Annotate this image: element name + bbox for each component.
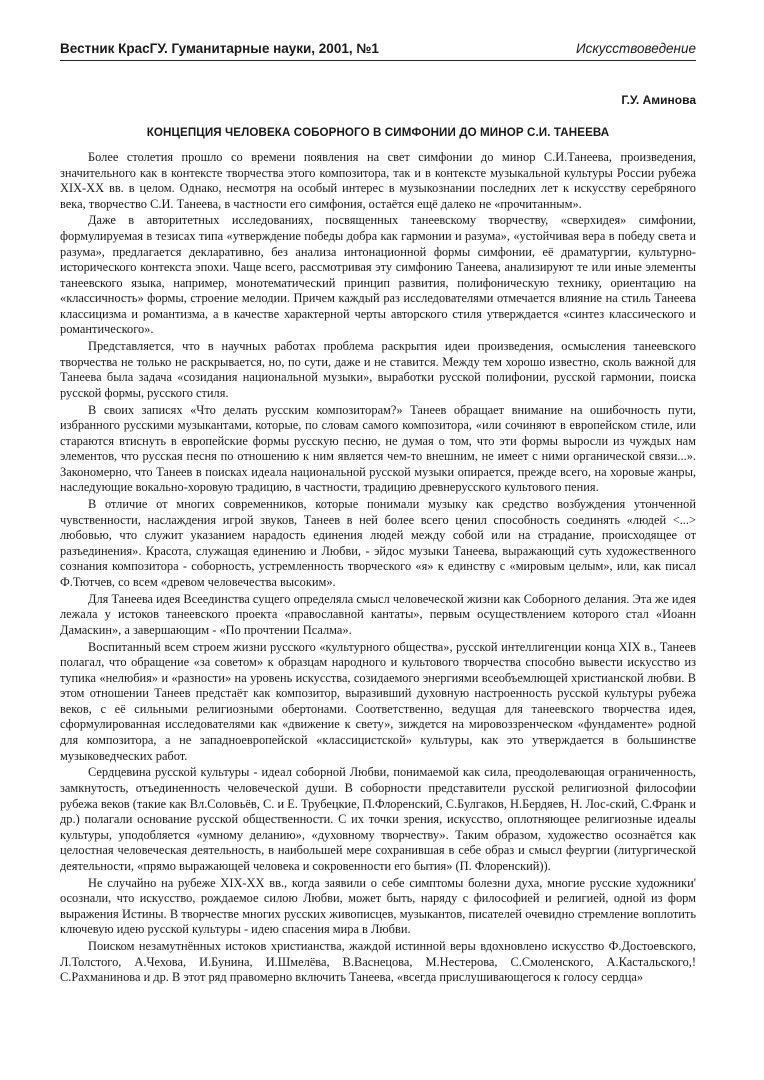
paragraph: В своих записях «Что делать русским композиторам?» Танеев обращает внимание на ошибочность пути, избранного русскими музыкантами, которые, по словам самого композитора, «или сочиняют в европейском стиле, или стараются втиснуть в европейские формы русскую песню, не думая о том, что эти формы выросли из чуждых нам элементов, что русская песня по отношению к ним является чем-то внешним, не имеет с ними органической связи...». Закономерно, что Танеев в поисках идеала национальной русской музыки опирается, прежде всего, на хоровые жанры, наследующие вокально-хоровую традицию, в частности, традицию древнерусского культового пения. [60, 402, 696, 495]
paragraph: Представляется, что в научных работах проблема раскрытия идеи произведения, осмысления танеевского творчества не только не раскрывается, но, по сути, даже и не ставится. Между тем хорошо известно, сколь важной для Танеева была задача «созидания национальной музыки», выработки русской полифонии, русской гармонии, поиска русской формы, русского стиля. [60, 339, 696, 400]
section-name: Искусствоведение [575, 41, 696, 56]
journal-title: Вестник КрасГУ. Гуманитарные науки, 2001, №1 [60, 41, 379, 56]
paragraph: Для Танеева идея Всеединства сущего определяла смысл человеческой жизни как Соборного делания. Эта же идея лежала у истоков танеевского проекта «православной кантаты», первым осуществлением которого стал «Иоанн Дамаскин», а завершающим - «По прочтении Псалма». [60, 591, 696, 637]
paragraph: Более столетия прошло со времени появления на свет симфонии до минор С.И.Танеева, произведения, значительного как в контексте творчества этого композитора, так и в контексте музыкальной культуры России рубежа XIX-XX вв. в целом. Однако, несмотря на особый интерес в музыкознании последних лет к искусству серебряного века, творчество С.И. Танеева, в частности его симфония, остаётся ещё далеко не «прочитанным». [60, 150, 696, 211]
paragraph: Сердцевина русской культуры - идеал соборной Любви, понимаемой как сила, преодолевающая ограниченность, замкнутость, отъединенность человеческой души. В соборности представители русской религиозной философии рубежа веков (такие как Вл.Соловьёв, С. и Е. Трубецкие, П.Флоренский, С.Булгаков, Н.Бердяев, Н. Лос-ский, С.Франк и др.) полагали основание русской общественности. С их точки зрения, искусство, оплотняющее религиозные идеалы культуры, уподобляется «умному деланию», «духовному творчеству». Таким образом, художество осознаётся как целостная человеческая деятельность, в наибольшей мере сохранившая в себе образ и смысл феургии (литургической деятельности, «прямо выражающей человека и сокровенности его бытия» (П. Флоренский)). [60, 765, 696, 873]
paragraph: В отличие от многих современников, которые понимали музыку как средство возбуждения утонченной чувственности, наслаждения игрой звуков, Танеев в ней более всего ценил способность соединять «людей <...> любовью, что служит указанием нарадость единения людей между собой или на страдание, происходящее от разъединения». Красота, служащая единению и Любви, - эйдос музыки Танеева, выражающий суть художественного сознания композитора - соборность, устремленность творческого «я» к единству с «мировым целым», или, как писал Ф.Тютчев, со всем «древом человечества высоким». [60, 497, 696, 589]
article-author: Г.У. Аминова [621, 93, 696, 107]
article-body [60, 150, 696, 986]
paragraph: Не случайно на рубеже XIX-XX вв., когда заявили о себе симптомы болезни духа, многие русские художники' осознали, что искусство, рождаемое силою Любви, может быть, наряду с философией и религией, одной из форм выражения Истины. В творчестве многих русских живописцев, музыкантов, писателей очевидно стремление воплотить ключевую идею русской культуры - идею спасения мира в Любви. [60, 875, 696, 937]
paragraph: Поиском незамутнённых истоков христианства, жаждой истинной веры вдохновлено искусство Ф.Достоевского, Л.Толстого, А.Чехова, И.Бунина, И.Шмелёва, В.Васнецова, М.Нестерова, С.Смоленского, А.Кастальского,! С.Рахманинова и др. В этот ряд правомерно включить Танеева, «всегда прислушивающегося к голосу сердца» [60, 939, 696, 985]
article-title: КОНЦЕПЦИЯ ЧЕЛОВЕКА СОБОРНОГО В СИМФОНИИ ДО МИНОР С.И. ТАНЕЕВА [146, 126, 610, 139]
paragraph: Воспитанный всем строем жизни русского «культурного общества», русской интеллигенции конца XIX в., Танеев полагал, что обращение «за советом» к образцам народного и культового творчества способно вывести искусство из тупика «нелюбия» и «разности» на уровень искусства, созидаемого энергиями всеобъемлющей христианской любви. В этом отношении Танеев предстаёт как композитор, выразивший духовную настроенность русской культуры рубежа веков, с её сильными религиозными обертонами. Соответственно, ведущая для танеевского творчества идея, сформулированная исследователями как «движение к свету», зиждется на мировоззренческом «фундаменте» родной для композитора, а не западноевропейской «классицистской» культуры, как это утверждается в большинстве музыковедческих работ. [60, 639, 696, 763]
paragraph: Даже в авторитетных исследованиях, посвященных танеевскому творчеству, «сверхидея» симфонии, формулируемая в тезисах типа «утверждение победы добра как гармонии и разума», «устойчивая вера в победу света и разума», предлагается декларативно, без анализа интонационной формы симфонии, её драматургии, культурно-исторического контекста эпохи. Чаще всего, рассмотривая эту симфонию Танеева, анализируют те или иные элементы танеевского языка, например, монотематический принцип развития, полифоническую технику, ориентацию на «классичность» формы, строение мелодии. Причем каждый раз исследователями отмечается влияние на стиль Танеева классицизма и романтизма, а в качестве характерной черты авторского стиля утверждается «синтез классического и романтического». [60, 213, 696, 337]
header-divider [60, 60, 696, 61]
running-header [60, 40, 696, 58]
